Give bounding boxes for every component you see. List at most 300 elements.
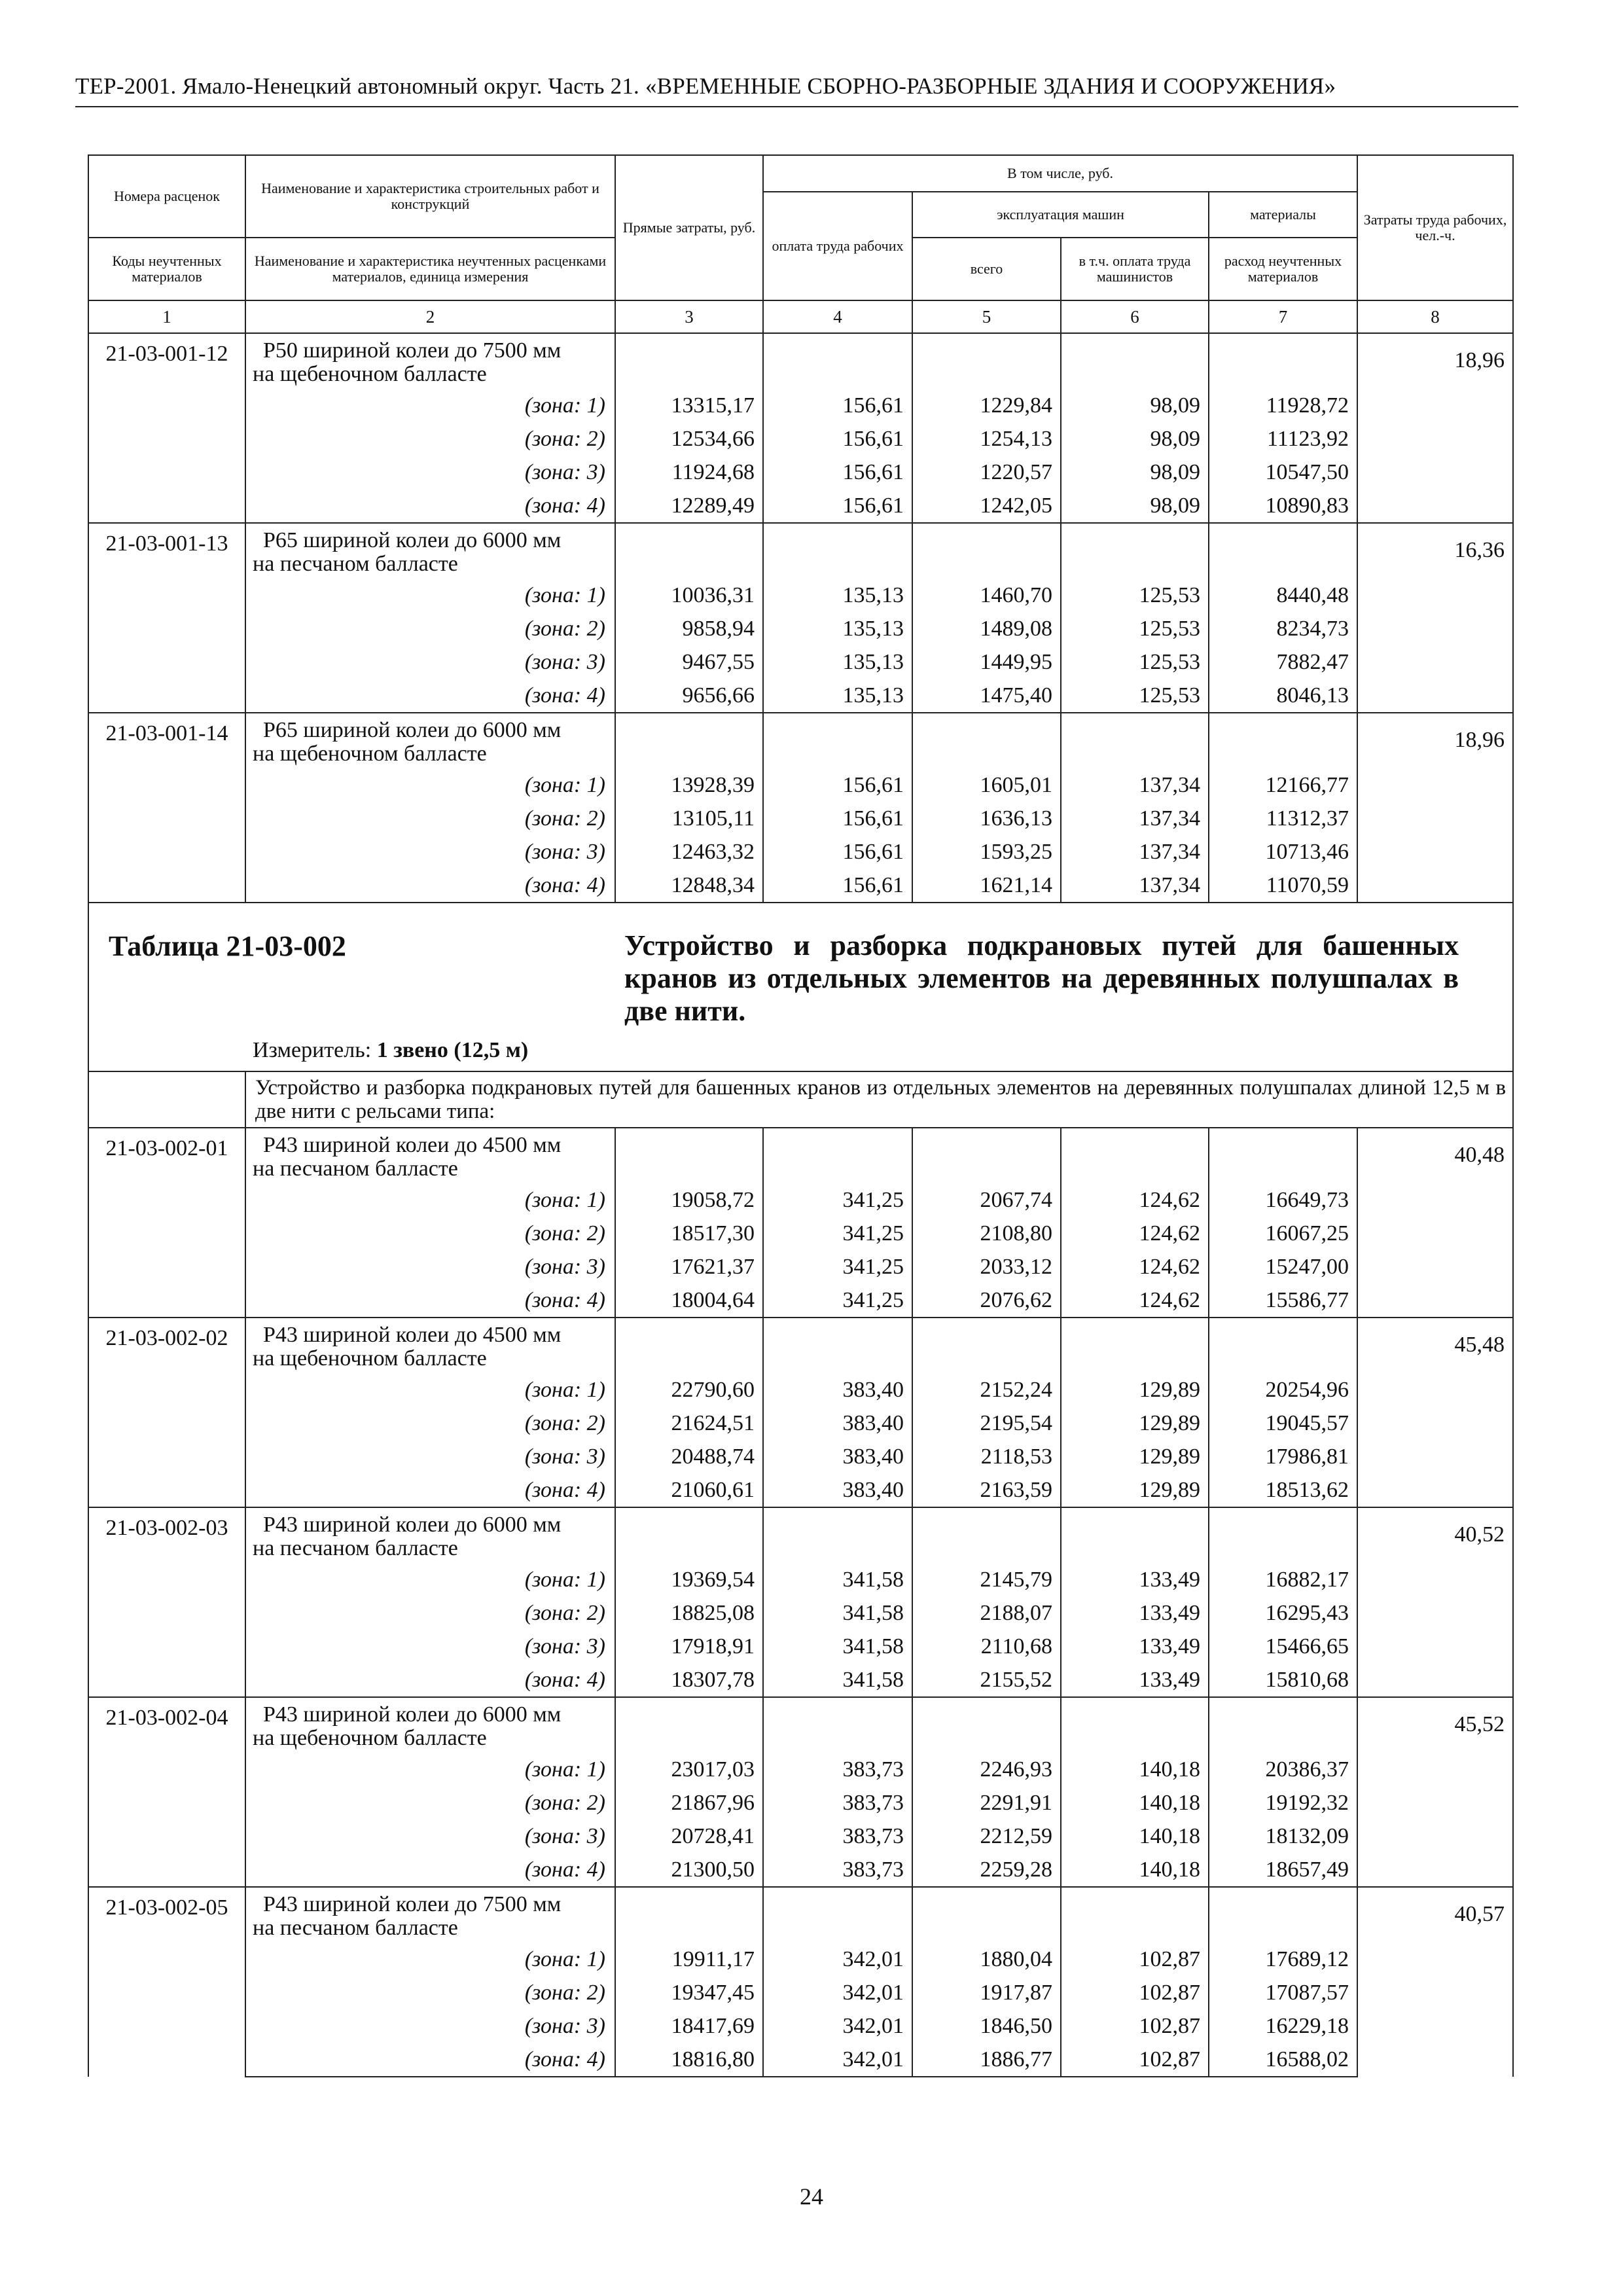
operator-wages-value: 137,34 (1061, 869, 1209, 903)
rate-header-row (88, 1507, 1513, 1563)
operator-wages-value: 125,53 (1061, 645, 1209, 679)
materials-value: 16295,43 (1209, 1596, 1357, 1630)
rate-name-line: на щебеночном балласте (253, 1346, 487, 1371)
rate-name (245, 1887, 615, 1943)
materials-value: 15247,00 (1209, 1250, 1357, 1283)
direct-cost-value: 9858,94 (615, 612, 763, 645)
column-numbers-row (88, 300, 1513, 333)
materials-value: 16229,18 (1209, 2009, 1357, 2043)
zone-row (88, 1563, 1513, 1596)
rate-name-line: на песчаном балласте (253, 552, 458, 576)
wages-value: 135,13 (763, 579, 912, 612)
operator-wages-value: 98,09 (1061, 422, 1209, 456)
machines-value: 1242,05 (912, 489, 1061, 523)
operator-wages-value: 140,18 (1061, 1786, 1209, 1820)
machines-value: 1254,13 (912, 422, 1061, 456)
machines-value: 1846,50 (912, 2009, 1061, 2043)
zone-row (88, 835, 1513, 869)
rate-header-row (88, 1318, 1513, 1373)
materials-value: 7882,47 (1209, 645, 1357, 679)
direct-cost-value: 9656,66 (615, 679, 763, 713)
machines-value: 2291,91 (912, 1786, 1061, 1820)
operator-wages-value: 102,87 (1061, 2009, 1209, 2043)
header-materials: материалы (1209, 192, 1357, 238)
wages-value: 383,73 (763, 1820, 912, 1853)
meter-label: Измеритель: (253, 1038, 372, 1062)
machines-value: 1605,01 (912, 768, 1061, 802)
materials-value: 16649,73 (1209, 1183, 1357, 1217)
operator-wages-value: 140,18 (1061, 1853, 1209, 1887)
machines-value: 2118,53 (912, 1440, 1061, 1473)
header-labor: Затраты труда рабочих, чел.-ч. (1357, 155, 1513, 300)
operator-wages-value: 129,89 (1061, 1407, 1209, 1440)
table-id: Таблица 21-03-002 (109, 930, 346, 962)
operator-wages-value: 102,87 (1061, 2043, 1209, 2077)
materials-value: 11928,72 (1209, 389, 1357, 422)
operator-wages-value: 137,34 (1061, 802, 1209, 835)
zone-label: (зона: 3) (245, 1440, 615, 1473)
rate-name-line: Р43 шириной колеи до 6000 мм (263, 1702, 562, 1727)
header-direct-costs: Прямые затраты, руб. (615, 155, 763, 300)
rate-header-row (88, 333, 1513, 389)
zone-label: (зона: 2) (245, 1407, 615, 1440)
machines-value: 2033,12 (912, 1250, 1061, 1283)
header-work-name: Наименование и характеристика строительных работ и конструкций (245, 155, 615, 238)
operator-wages-value: 124,62 (1061, 1217, 1209, 1250)
materials-value: 10890,83 (1209, 489, 1357, 523)
zone-label: (зона: 1) (245, 768, 615, 802)
materials-value: 11312,37 (1209, 802, 1357, 835)
machines-value: 2155,52 (912, 1663, 1061, 1697)
operator-wages-value: 137,34 (1061, 835, 1209, 869)
zone-label: (зона: 2) (245, 1976, 615, 2009)
zone-row (88, 456, 1513, 489)
materials-value: 16067,25 (1209, 1217, 1357, 1250)
materials-value: 19192,32 (1209, 1786, 1357, 1820)
subtitle-empty-cell (88, 1071, 245, 1128)
column-number: 2 (245, 300, 615, 333)
operator-wages-value: 129,89 (1061, 1373, 1209, 1407)
wages-value: 156,61 (763, 389, 912, 422)
zone-row (88, 2043, 1513, 2077)
rate-code: 21-03-002-01 (88, 1128, 245, 1318)
zone-label: (зона: 1) (245, 1563, 615, 1596)
wages-value: 341,25 (763, 1283, 912, 1318)
zone-row (88, 612, 1513, 645)
column-number: 1 (88, 300, 245, 333)
table-title: Устройство и разборка подкрановых путей для башенных кранов из отдельных элементов на деревянных полушпалах в две нити. (624, 929, 1459, 1027)
materials-value: 19045,57 (1209, 1407, 1357, 1440)
operator-wages-value: 102,87 (1061, 1976, 1209, 2009)
rates-section-21-03-002 (88, 1128, 1513, 2077)
materials-value: 11070,59 (1209, 869, 1357, 903)
labor-cost: 40,52 (1357, 1507, 1513, 1697)
operator-wages-value: 140,18 (1061, 1753, 1209, 1786)
zone-label: (зона: 4) (245, 1473, 615, 1507)
operator-wages-value: 124,62 (1061, 1250, 1209, 1283)
wages-value: 341,58 (763, 1663, 912, 1697)
operator-wages-value: 125,53 (1061, 612, 1209, 645)
zone-row (88, 579, 1513, 612)
direct-cost-value: 18004,64 (615, 1283, 763, 1318)
table-meter (253, 1038, 528, 1063)
machines-value: 2067,74 (912, 1183, 1061, 1217)
zone-row (88, 1250, 1513, 1283)
rate-name-line: Р43 шириной колеи до 4500 мм (263, 1323, 562, 1347)
zone-label: (зона: 3) (245, 456, 615, 489)
materials-value: 17087,57 (1209, 1976, 1357, 2009)
rate-code: 21-03-002-05 (88, 1887, 245, 2077)
zone-label: (зона: 4) (245, 2043, 615, 2077)
wages-value: 341,58 (763, 1596, 912, 1630)
direct-cost-value: 12463,32 (615, 835, 763, 869)
direct-cost-value: 18816,80 (615, 2043, 763, 2077)
zone-label: (зона: 2) (245, 1786, 615, 1820)
materials-value: 18513,62 (1209, 1473, 1357, 1507)
zone-label: (зона: 4) (245, 1283, 615, 1318)
direct-cost-value: 10036,31 (615, 579, 763, 612)
zone-label: (зона: 4) (245, 1663, 615, 1697)
header-material-codes: Коды неучтенных материалов (88, 238, 245, 300)
direct-cost-value: 19369,54 (615, 1563, 763, 1596)
header-rate-numbers: Номера расценок (88, 155, 245, 238)
wages-value: 342,01 (763, 2043, 912, 2077)
zone-row (88, 1663, 1513, 1697)
rate-code: 21-03-001-14 (88, 713, 245, 903)
rate-header-row (88, 523, 1513, 579)
materials-value: 8234,73 (1209, 612, 1357, 645)
zone-label: (зона: 3) (245, 2009, 615, 2043)
header-unaccounted-materials: расход неучтенных материалов (1209, 238, 1357, 300)
machines-value: 2163,59 (912, 1473, 1061, 1507)
operator-wages-value: 98,09 (1061, 456, 1209, 489)
labor-cost: 45,52 (1357, 1697, 1513, 1887)
zone-row (88, 1217, 1513, 1250)
zone-row (88, 1976, 1513, 2009)
rate-name-line: на щебеночном балласте (253, 362, 487, 386)
machines-value: 1460,70 (912, 579, 1061, 612)
wages-value: 156,61 (763, 869, 912, 903)
direct-cost-value: 18417,69 (615, 2009, 763, 2043)
materials-value: 20254,96 (1209, 1373, 1357, 1407)
labor-cost: 18,96 (1357, 713, 1513, 903)
header-material-name: Наименование и характеристика неучтенных расценками материалов, единица измерения (245, 238, 615, 300)
machines-value: 1475,40 (912, 679, 1061, 713)
wages-value: 383,40 (763, 1407, 912, 1440)
labor-cost: 16,36 (1357, 523, 1513, 713)
zone-label: (зона: 3) (245, 835, 615, 869)
zone-row (88, 869, 1513, 903)
zone-row (88, 1630, 1513, 1663)
labor-cost: 18,96 (1357, 333, 1513, 523)
machines-value: 2110,68 (912, 1630, 1061, 1663)
operator-wages-value: 98,09 (1061, 389, 1209, 422)
operator-wages-value: 102,87 (1061, 1943, 1209, 1976)
direct-cost-value: 21300,50 (615, 1853, 763, 1887)
header-operator-wages: в т.ч. оплата труда машинистов (1061, 238, 1209, 300)
operator-wages-value: 133,49 (1061, 1630, 1209, 1663)
wages-value: 342,01 (763, 2009, 912, 2043)
column-number: 8 (1357, 300, 1513, 333)
zone-row (88, 645, 1513, 679)
wages-value: 383,40 (763, 1373, 912, 1407)
machines-value: 1886,77 (912, 2043, 1061, 2077)
header-wages: оплата труда рабочих (763, 192, 912, 300)
machines-value: 2246,93 (912, 1753, 1061, 1786)
rate-name-line: Р43 шириной колеи до 6000 мм (263, 1513, 562, 1537)
direct-cost-value: 20488,74 (615, 1440, 763, 1473)
zone-row (88, 489, 1513, 523)
zone-row (88, 679, 1513, 713)
direct-cost-value: 19058,72 (615, 1183, 763, 1217)
materials-value: 17986,81 (1209, 1440, 1357, 1473)
wages-value: 156,61 (763, 456, 912, 489)
materials-value: 8046,13 (1209, 679, 1357, 713)
machines-value: 1229,84 (912, 389, 1061, 422)
materials-value: 12166,77 (1209, 768, 1357, 802)
table-header (88, 155, 1513, 333)
column-number: 4 (763, 300, 912, 333)
machines-value: 2259,28 (912, 1853, 1061, 1887)
materials-value: 20386,37 (1209, 1753, 1357, 1786)
header-rule (75, 106, 1518, 107)
page-header: ТЕР-2001. Ямало-Ненецкий автономный округ. Часть 21. «ВРЕМЕННЫЕ СБОРНО-РАЗБОРНЫЕ ЗДАНИЯ И СООРУЖЕНИЯ» (75, 73, 1336, 99)
operator-wages-value: 125,53 (1061, 579, 1209, 612)
rate-name-line: Р43 шириной колеи до 4500 мм (263, 1133, 562, 1157)
operator-wages-value: 133,49 (1061, 1596, 1209, 1630)
zone-label: (зона: 1) (245, 1753, 615, 1786)
wages-value: 383,73 (763, 1853, 912, 1887)
wages-value: 383,73 (763, 1786, 912, 1820)
zone-label: (зона: 2) (245, 1596, 615, 1630)
direct-cost-value: 19347,45 (615, 1976, 763, 2009)
column-number: 7 (1209, 300, 1357, 333)
machines-value: 2152,24 (912, 1373, 1061, 1407)
rate-code: 21-03-001-13 (88, 523, 245, 713)
zone-row (88, 1373, 1513, 1407)
direct-cost-value: 13105,11 (615, 802, 763, 835)
operator-wages-value: 133,49 (1061, 1663, 1209, 1697)
zone-row (88, 2009, 1513, 2043)
zone-label: (зона: 2) (245, 422, 615, 456)
direct-cost-value: 9467,55 (615, 645, 763, 679)
zone-label: (зона: 2) (245, 802, 615, 835)
operator-wages-value: 125,53 (1061, 679, 1209, 713)
rate-code: 21-03-001-12 (88, 333, 245, 523)
rate-name-line: Р43 шириной колеи до 7500 мм (263, 1892, 562, 1916)
rate-name (245, 713, 615, 768)
wages-value: 341,58 (763, 1630, 912, 1663)
zone-label: (зона: 2) (245, 612, 615, 645)
zone-row (88, 1786, 1513, 1820)
rate-name (245, 1507, 615, 1563)
direct-cost-value: 12848,34 (615, 869, 763, 903)
materials-value: 15466,65 (1209, 1630, 1357, 1663)
zone-row (88, 1596, 1513, 1630)
direct-cost-value: 18517,30 (615, 1217, 763, 1250)
wages-value: 341,25 (763, 1183, 912, 1217)
header-machines: эксплуатация машин (912, 192, 1209, 238)
zone-row (88, 802, 1513, 835)
wages-value: 383,40 (763, 1473, 912, 1507)
zone-row (88, 1407, 1513, 1440)
zone-row (88, 1853, 1513, 1887)
zone-row (88, 1283, 1513, 1318)
zone-label: (зона: 3) (245, 1630, 615, 1663)
zone-label: (зона: 3) (245, 645, 615, 679)
wages-value: 341,25 (763, 1250, 912, 1283)
materials-value: 10713,46 (1209, 835, 1357, 869)
operator-wages-value: 124,62 (1061, 1283, 1209, 1318)
direct-cost-value: 18825,08 (615, 1596, 763, 1630)
wages-value: 135,13 (763, 645, 912, 679)
direct-cost-value: 12289,49 (615, 489, 763, 523)
machines-value: 2145,79 (912, 1563, 1061, 1596)
labor-cost: 40,48 (1357, 1128, 1513, 1318)
rate-name (245, 523, 615, 579)
machines-value: 1449,95 (912, 645, 1061, 679)
direct-cost-value: 18307,78 (615, 1663, 763, 1697)
zone-row (88, 1473, 1513, 1507)
rate-name-line: Р50 шириной колеи до 7500 мм (263, 338, 562, 363)
materials-value: 17689,12 (1209, 1943, 1357, 1976)
direct-cost-value: 12534,66 (615, 422, 763, 456)
rate-code: 21-03-002-03 (88, 1507, 245, 1697)
wages-value: 156,61 (763, 802, 912, 835)
operator-wages-value: 140,18 (1061, 1820, 1209, 1853)
machines-value: 1621,14 (912, 869, 1061, 903)
rates-section-21-03-001 (88, 333, 1513, 903)
materials-value: 15586,77 (1209, 1283, 1357, 1318)
wages-value: 156,61 (763, 768, 912, 802)
wages-value: 341,25 (763, 1217, 912, 1250)
zone-label: (зона: 3) (245, 1250, 615, 1283)
zone-row (88, 1440, 1513, 1473)
materials-value: 16588,02 (1209, 2043, 1357, 2077)
materials-value: 8440,48 (1209, 579, 1357, 612)
zone-row (88, 768, 1513, 802)
rate-code: 21-03-002-02 (88, 1318, 245, 1507)
labor-cost: 40,57 (1357, 1887, 1513, 2077)
rate-name (245, 1128, 615, 1183)
rate-header-row (88, 1887, 1513, 1943)
machines-value: 1220,57 (912, 456, 1061, 489)
zone-row (88, 1753, 1513, 1786)
materials-value: 11123,92 (1209, 422, 1357, 456)
zone-label: (зона: 1) (245, 1373, 615, 1407)
direct-cost-value: 20728,41 (615, 1820, 763, 1853)
direct-cost-value: 19911,17 (615, 1943, 763, 1976)
machines-value: 1636,13 (912, 802, 1061, 835)
column-number: 5 (912, 300, 1061, 333)
direct-cost-value: 13928,39 (615, 768, 763, 802)
labor-cost: 45,48 (1357, 1318, 1513, 1507)
header-including: В том числе, руб. (763, 155, 1357, 192)
meter-value: 1 звено (12,5 м) (376, 1038, 529, 1062)
rate-name-line: на щебеночном балласте (253, 1726, 487, 1750)
operator-wages-value: 98,09 (1061, 489, 1209, 523)
zone-row (88, 389, 1513, 422)
wages-value: 156,61 (763, 835, 912, 869)
rate-name-line: Р65 шириной колеи до 6000 мм (263, 718, 562, 742)
zone-row (88, 1820, 1513, 1853)
page-number: 24 (800, 2183, 823, 2210)
machines-value: 1917,87 (912, 1976, 1061, 2009)
table-subtitle: Устройство и разборка подкрановых путей для башенных кранов из отдельных элементов на деревянных полушпалах длиной 12,5 м в две нити с рельсами типа: (245, 1071, 1513, 1128)
table-21-03-002-caption (88, 903, 1513, 1128)
direct-cost-value: 21867,96 (615, 1786, 763, 1820)
wages-value: 342,01 (763, 1943, 912, 1976)
table-block (88, 903, 1513, 1071)
wages-value: 341,58 (763, 1563, 912, 1596)
direct-cost-value: 21624,51 (615, 1407, 763, 1440)
operator-wages-value: 133,49 (1061, 1563, 1209, 1596)
direct-cost-value: 17621,37 (615, 1250, 763, 1283)
machines-value: 1880,04 (912, 1943, 1061, 1976)
materials-value: 18132,09 (1209, 1820, 1357, 1853)
rate-code: 21-03-002-04 (88, 1697, 245, 1887)
zone-label: (зона: 2) (245, 1217, 615, 1250)
wages-value: 383,73 (763, 1753, 912, 1786)
rate-name-line: Р65 шириной колеи до 6000 мм (263, 528, 562, 552)
machines-value: 2188,07 (912, 1596, 1061, 1630)
direct-cost-value: 22790,60 (615, 1373, 763, 1407)
wages-value: 383,40 (763, 1440, 912, 1473)
header-machines-total: всего (912, 238, 1061, 300)
machines-value: 2076,62 (912, 1283, 1061, 1318)
rate-name (245, 333, 615, 389)
wages-value: 342,01 (763, 1976, 912, 2009)
rate-name-line: на песчаном балласте (253, 1916, 458, 1940)
direct-cost-value: 21060,61 (615, 1473, 763, 1507)
wages-value: 135,13 (763, 679, 912, 713)
zone-label: (зона: 1) (245, 1943, 615, 1976)
wages-value: 135,13 (763, 612, 912, 645)
operator-wages-value: 129,89 (1061, 1440, 1209, 1473)
zone-label: (зона: 1) (245, 579, 615, 612)
zone-row (88, 422, 1513, 456)
zone-label: (зона: 1) (245, 389, 615, 422)
machines-value: 2212,59 (912, 1820, 1061, 1853)
machines-value: 1593,25 (912, 835, 1061, 869)
machines-value: 2195,54 (912, 1407, 1061, 1440)
rate-name-line: на песчаном балласте (253, 1157, 458, 1181)
operator-wages-value: 124,62 (1061, 1183, 1209, 1217)
zone-row (88, 1183, 1513, 1217)
rate-name (245, 1697, 615, 1753)
rates-table (88, 154, 1514, 2077)
operator-wages-value: 129,89 (1061, 1473, 1209, 1507)
rate-header-row (88, 1128, 1513, 1183)
rate-name-line: на щебеночном балласте (253, 742, 487, 766)
zone-label: (зона: 3) (245, 1820, 615, 1853)
wages-value: 156,61 (763, 422, 912, 456)
column-number: 6 (1061, 300, 1209, 333)
zone-label: (зона: 4) (245, 489, 615, 523)
zone-label: (зона: 4) (245, 1853, 615, 1887)
zone-label: (зона: 4) (245, 869, 615, 903)
materials-value: 18657,49 (1209, 1853, 1357, 1887)
materials-value: 15810,68 (1209, 1663, 1357, 1697)
direct-cost-value: 13315,17 (615, 389, 763, 422)
materials-value: 16882,17 (1209, 1563, 1357, 1596)
wages-value: 156,61 (763, 489, 912, 523)
machines-value: 1489,08 (912, 612, 1061, 645)
zone-label: (зона: 1) (245, 1183, 615, 1217)
column-number: 3 (615, 300, 763, 333)
direct-cost-value: 23017,03 (615, 1753, 763, 1786)
rate-header-row (88, 713, 1513, 768)
